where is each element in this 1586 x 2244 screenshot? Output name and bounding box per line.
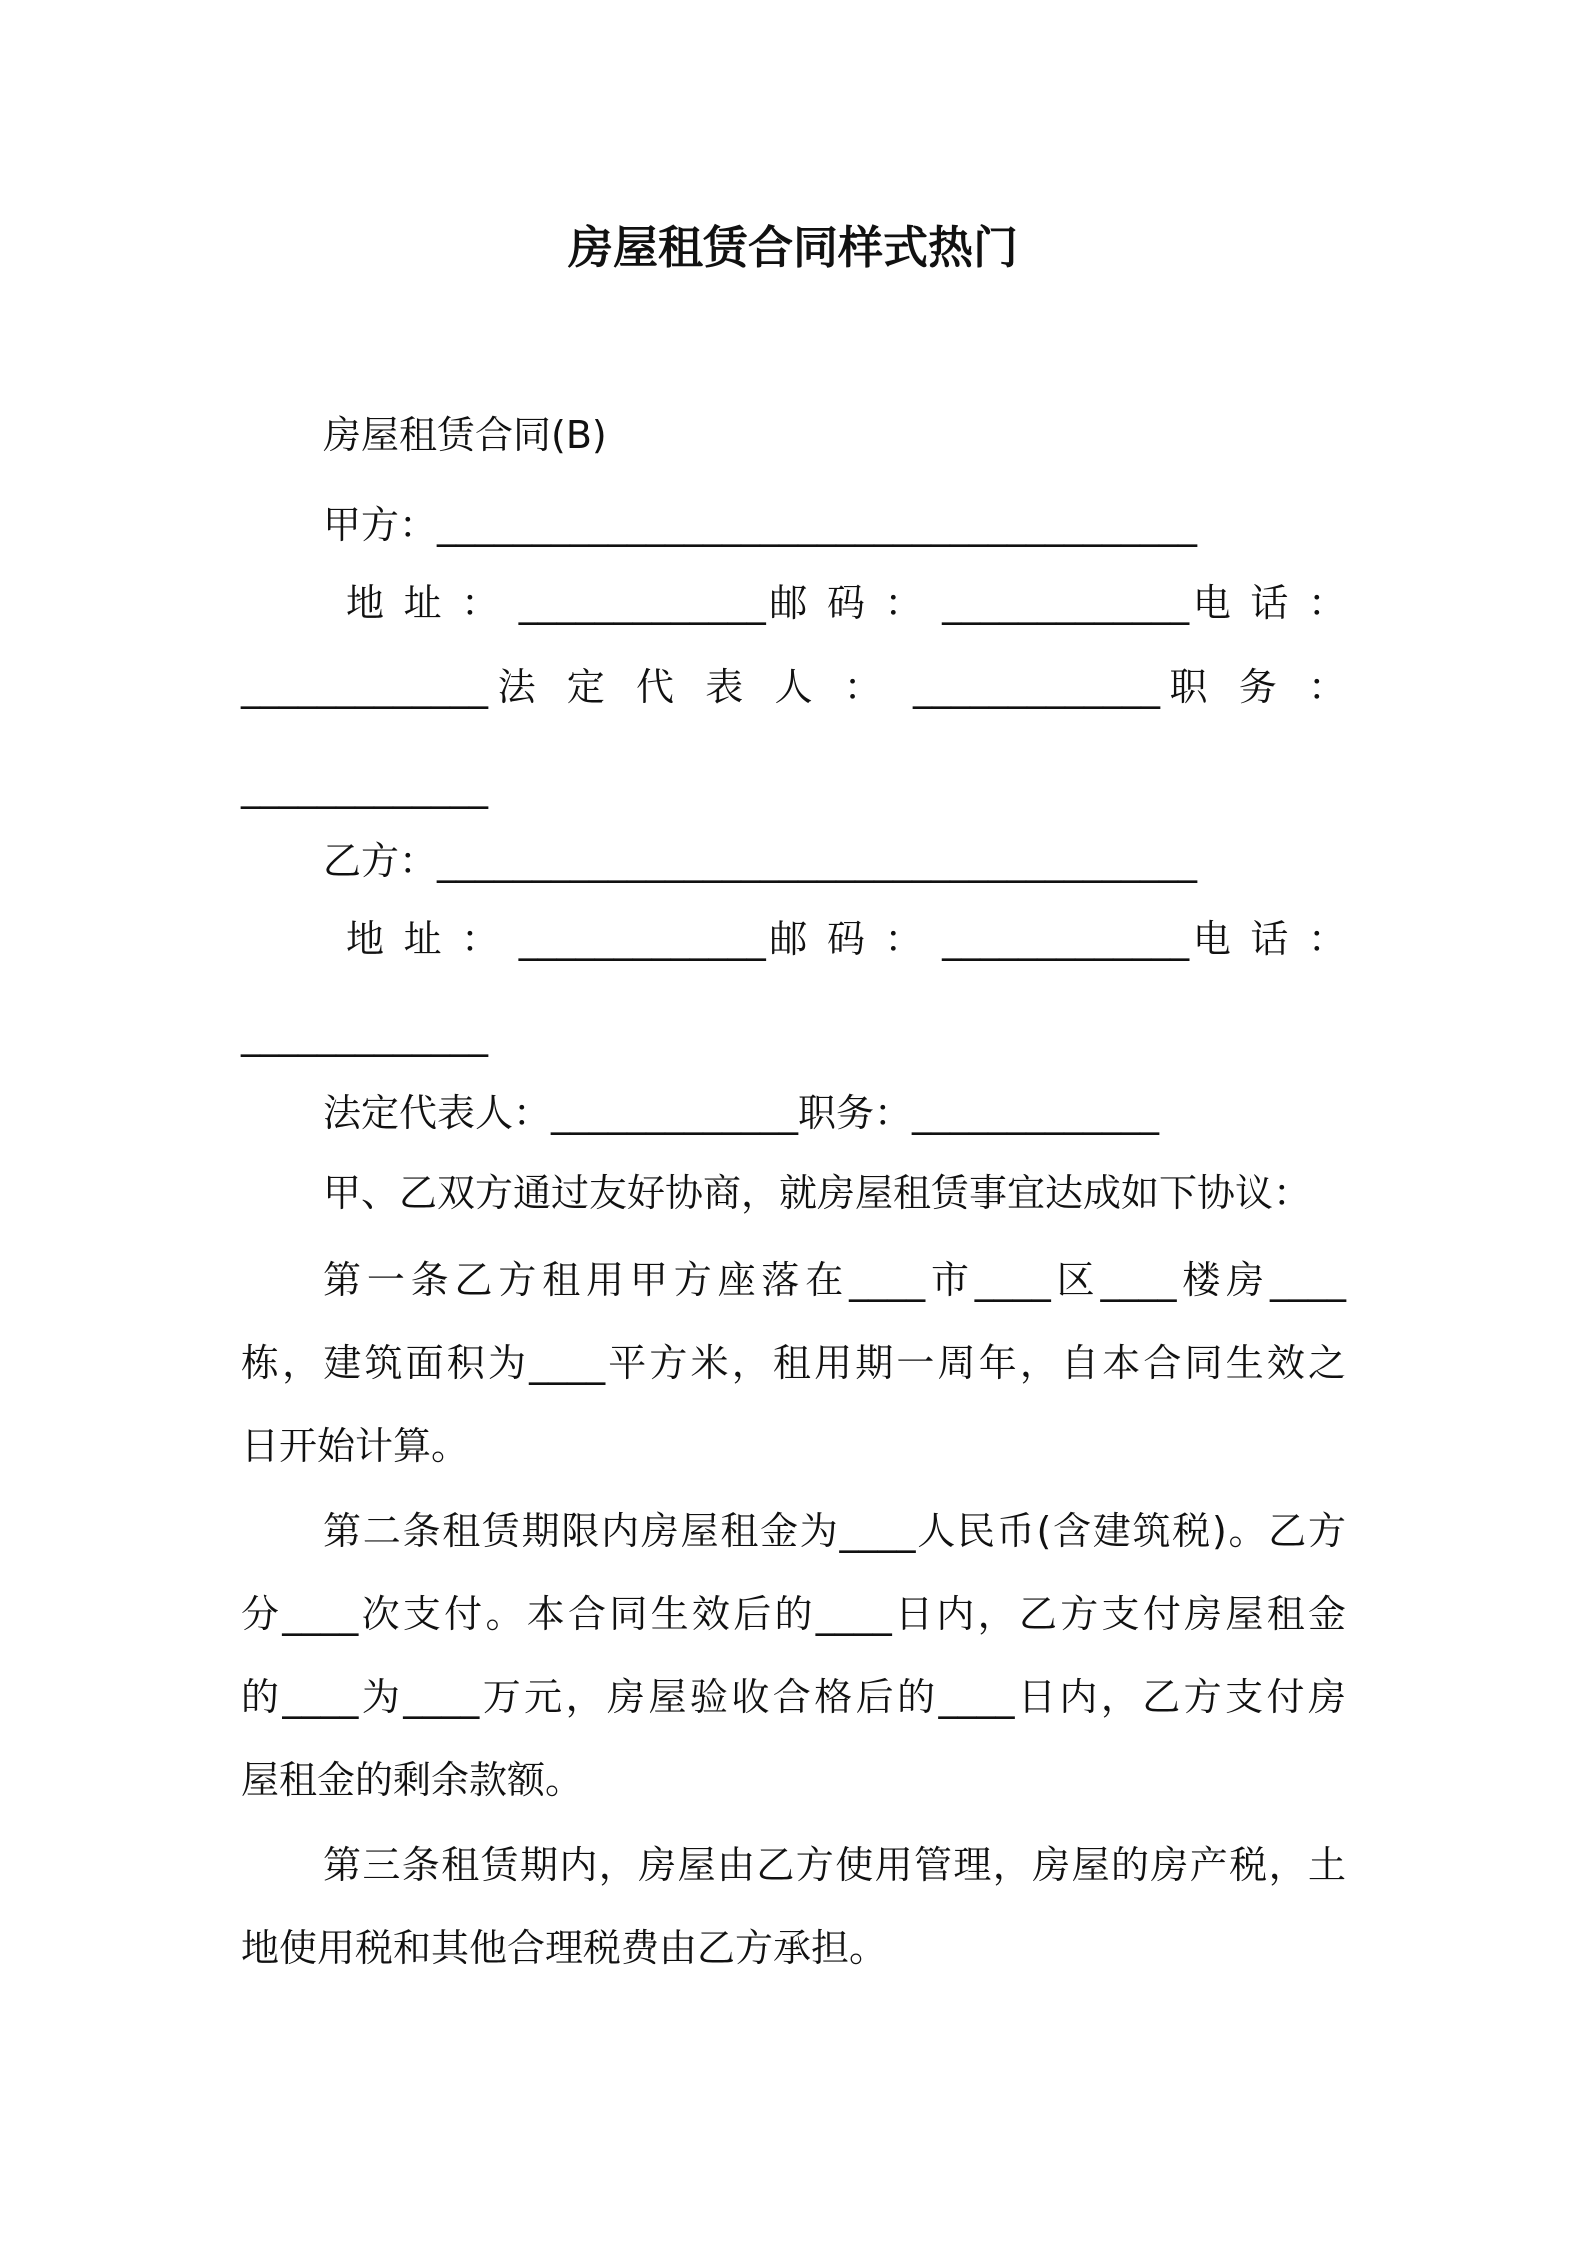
article-1-line-1: 第一条乙方租用甲方座落在____市____区____楼房____: [323, 1258, 1346, 1302]
contract-subtitle: 房屋租赁合同(B): [323, 413, 607, 457]
article-2-line-1: 第二条租赁期限内房屋租金为____人民币(含建筑税)。乙方: [323, 1509, 1346, 1553]
article-3-line-2: 地使用税和其他合理税费由乙方承担。: [241, 1926, 888, 1970]
party-a-position-blank: _____________: [241, 765, 488, 809]
agreement-intro: 甲、乙双方通过友好协商，就房屋租赁事宜达成如下协议：: [323, 1171, 1312, 1215]
party-b-phone-blank: _____________: [241, 1013, 488, 1057]
article-2-line-3: 的____为____万元，房屋验收合格后的____日内，乙方支付房: [241, 1675, 1346, 1719]
party-a-representative-line: _____________法 定 代 表 人 ： _____________职 务 ：: [241, 665, 1346, 709]
party-a-address-line: 地 址 ： _____________邮 码 ： _____________电 话 ：: [346, 581, 1346, 625]
party-b-address-line: 地 址 ： _____________邮 码 ： _____________电 话 ：: [346, 917, 1346, 961]
party-b-representative-line: 法定代表人：_____________职务：_____________: [323, 1091, 1160, 1135]
article-1-line-3: 日开始计算。: [241, 1424, 470, 1468]
article-1-line-2: 栋，建筑面积为____平方米，租用期一周年，自本合同生效之: [241, 1341, 1346, 1385]
article-3-line-1: 第三条租赁期内，房屋由乙方使用管理，房屋的房产税，土: [323, 1843, 1346, 1887]
party-a-line: 甲方：________________________________________: [323, 503, 1198, 547]
party-b-line: 乙方：________________________________________: [323, 839, 1198, 883]
article-2-line-4: 屋租金的剩余款额。: [241, 1758, 584, 1802]
article-2-line-2: 分____次支付。本合同生效后的____日内，乙方支付房屋租金: [241, 1592, 1346, 1636]
document-title: 房屋租赁合同样式热门: [567, 221, 1018, 274]
